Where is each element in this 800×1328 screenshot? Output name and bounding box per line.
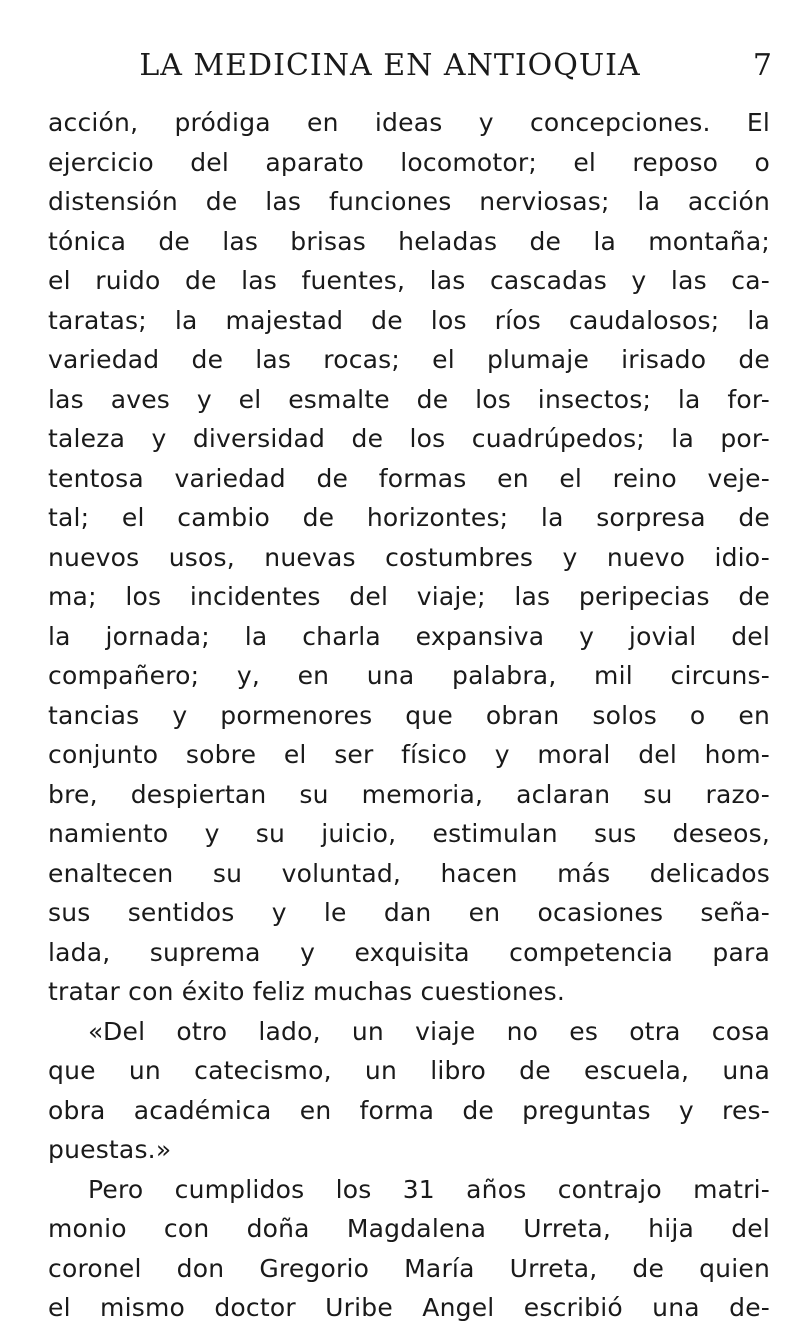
text-line: Pero cumplidos los 31 años contrajo matri- [88, 1174, 770, 1204]
text-line: compañero; y, en una palabra, mil circuns- [48, 661, 770, 690]
text-line: tancias y pormenores que obran solos o en [48, 700, 770, 730]
text-line: bre, despiertan su memoria, aclaran su razo- [48, 779, 770, 809]
text-line: monio con doña Magdalena Urreta, hija del [48, 1214, 770, 1243]
text-line: taleza y diversidad de los cuadrúpedos; la por- [48, 424, 770, 453]
text-line: que un catecismo, un libro de escuela, una [48, 1056, 770, 1085]
text-line: coronel don Gregorio María Urreta, de quien [48, 1253, 770, 1283]
text-line: conjunto sobre el ser físico y moral del hom- [48, 740, 770, 769]
text-line: ejercicio del aparato locomotor; el reposo o [48, 147, 770, 177]
text-line: acción, pródiga en ideas y concepciones. El [48, 108, 770, 137]
text-line: el ruido de las fuentes, las cascadas y las ca- [48, 266, 770, 295]
text-line: puestas.» [48, 1135, 172, 1164]
text-line: namiento y su juicio, estimulan sus deseos, [48, 819, 770, 848]
text-line: distensión de las funciones nerviosas; la acción [48, 187, 770, 216]
text-line: variedad de las rocas; el plumaje irisado de [48, 345, 770, 374]
text-line: enaltecen su voluntad, hacen más delicados [48, 858, 770, 888]
text-line: obra académica en forma de preguntas y res- [48, 1095, 770, 1125]
running-head [48, 44, 772, 88]
text-line: ma; los incidentes del viaje; las peripecias de [48, 582, 770, 611]
text-line: el mismo doctor Uribe Angel escribió una de- [48, 1293, 770, 1322]
text-line: tónica de las brisas heladas de la montaña; [48, 226, 770, 256]
text-line: lada, suprema y exquisita competencia para [48, 937, 770, 967]
body-text [48, 103, 770, 1328]
text-line: sus sentidos y le dan en ocasiones seña- [48, 898, 770, 927]
running-title: LA MEDICINA EN ANTIOQUIA [139, 48, 641, 83]
text-line: tentosa variedad de formas en el reino veje- [48, 463, 770, 493]
text-line: las aves y el esmalte de los insectos; la for- [48, 384, 770, 414]
page-number: 7 [752, 48, 772, 83]
text-line: taratas; la majestad de los ríos caudalosos; la [48, 305, 770, 335]
text-line: tratar con éxito feliz muchas cuestiones. [48, 977, 565, 1006]
text-line: la jornada; la charla expansiva y jovial del [48, 621, 770, 651]
text-line: nuevos usos, nuevas costumbres y nuevo idio- [48, 542, 770, 572]
text-line: «Del otro lado, un viaje no es otra cosa [88, 1016, 770, 1046]
text-line: tal; el cambio de horizontes; la sorpresa de [48, 503, 770, 532]
